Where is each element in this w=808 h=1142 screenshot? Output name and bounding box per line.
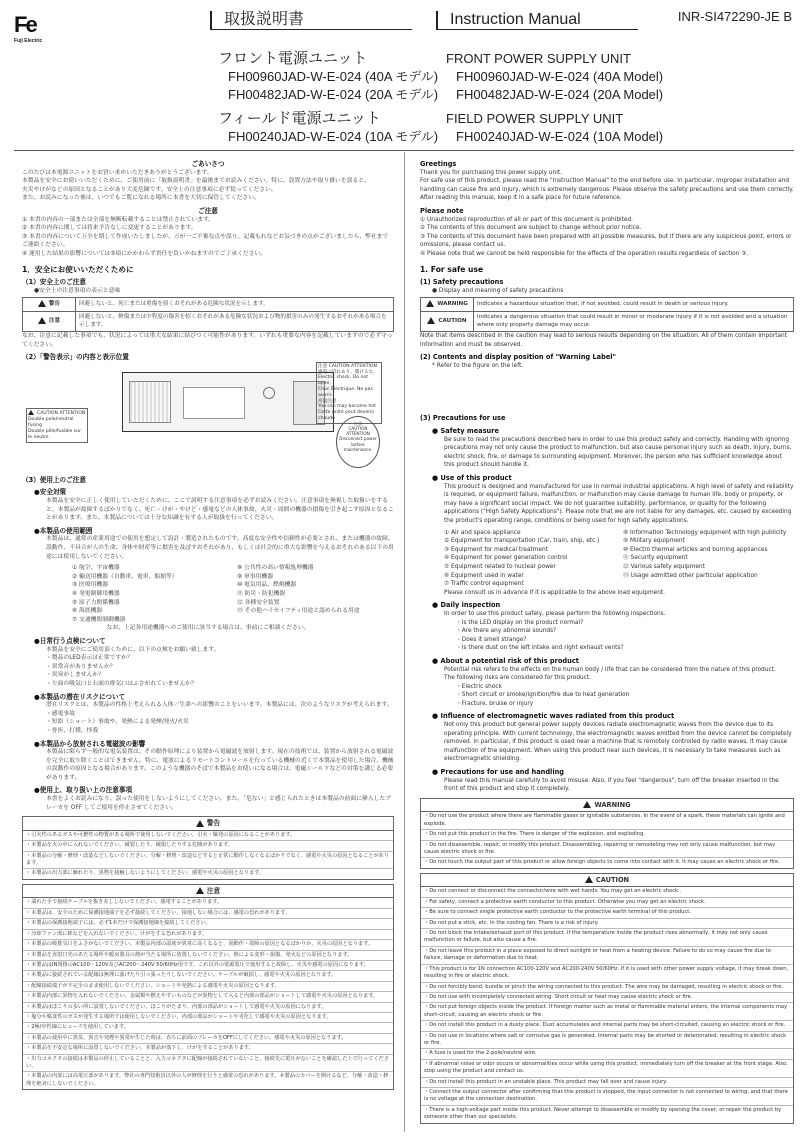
list-item: ⑦ 交通機関制御機器 — [72, 616, 126, 623]
left-label-callout — [26, 408, 88, 443]
caution-row: ・Do not install this product in an unstable place. This product may fall over and cause injury. — [421, 1078, 793, 1088]
jp-signal-table — [22, 297, 394, 332]
list-item: ⑪ 防災・防犯機器 — [237, 591, 286, 597]
jp-daily-line: ・異常音がありませんか？ — [46, 663, 116, 670]
jp-caution-box-title-text: 注意 — [206, 886, 221, 895]
jp-s1-1: （1）安全上のご注意 — [22, 278, 86, 287]
en-note-line: ④ Please note that we cannot be held responsible for the effects of the operation results regardless of section ③. — [420, 250, 749, 257]
en-greet-title: Greetings — [420, 160, 457, 168]
list-item: ③ 医療用機器 — [72, 582, 109, 589]
en-safety-p: Be sure to read the precautions described here in order to use this product safely and correctly. Handling with ignoring precautions may not only cause the product to malfunction, but also cause personal injury such as death, injury, burns, electric shock, fire, or damage to surrounding equipment. Moreover, the person who has sufficient knowledge about this product should handle it. — [444, 436, 792, 469]
list-item: ④ 発電制御用機器 — [72, 591, 120, 597]
jp-handle-p: 本書をよくお読みになり、誤った使用をしないようにしてください。また、「危ない」と感じられたときは本製品の前面に挿入したブレーカを OFF してご使用を停止させてください。 — [46, 796, 391, 811]
list-item: ⑧ 公共性の高い情報処理機器 — [237, 565, 314, 572]
en-caution-box-title — [421, 874, 793, 888]
en-title-box — [436, 11, 638, 30]
label-top-line: You can may become hot — [318, 404, 376, 410]
list-item: ⑬ その他ハイセイフティ用途と認められる用途 — [237, 608, 360, 615]
jp-s1-3: （3）使用上のご注意 — [22, 475, 86, 484]
en-column — [420, 156, 794, 1124]
jp-emc-p: 本製品に限らず一般的な電気装置は、その動作原理により装置から電磁波を放射します。現在の技術では、装置から放射される電磁波を完全に取り除くことはできません。特に、電波によるリモートコントロールを行っている機械の近くで本製品を使用した場合、機械の誤動作の原因となる場合があります。このような機器のそばで本製品をお使いになる場合は、電磁シールドなどの対策を講じる必要があります。 — [46, 749, 394, 781]
warning-triangle-icon — [196, 820, 204, 827]
warning-row: ・本製品の分解・修理・改造などしないでください。分解・修理・改造などすると正常に動作しなくなるばかりでなく、感電や火災の原因となることがあります。 — [23, 852, 393, 870]
bullet-icon: ● — [432, 601, 441, 610]
en-apps-note: Please consult us in advance if it is applicable to the above load equipment. — [444, 589, 665, 596]
jp-daily-line: ・左面の吸気口と右面の排気口はふさがれていませんか？ — [46, 680, 197, 687]
en-safety-h-text: Safety measure — [440, 427, 499, 436]
caution-key — [421, 311, 474, 331]
caution-word: 注意 — [48, 318, 61, 325]
list-item: ⑬ Usage admitted other particular application — [623, 572, 758, 579]
caution-row: ・2極/中性線にヒューズを使用しています。 — [23, 1023, 393, 1033]
list-item: ⑨ 軍事用機器 — [237, 573, 274, 580]
jp-column — [22, 156, 394, 1090]
caution-row: ・濡れた手で接続ケーブルを抜き差ししないでください。感電することがあります。 — [23, 898, 393, 908]
jp-caution-box-title — [23, 885, 393, 899]
caution-row: ・Be sure to connect single protective earth conductor to the protective earth terminal of this product. — [421, 908, 793, 918]
en-handle-h — [420, 768, 794, 777]
jp-safe-h: ●安全対策 — [34, 488, 67, 497]
caution-row: ・Do not block the intake/exhaust port of this product. If the temperature inside the product rises abnormally, it may not only cause malfunction or failure, but also cause a fire. — [421, 929, 793, 947]
jp-risk-h: ●本製品の潜在リスクについて — [34, 692, 126, 701]
fe-logo-mark-icon: Fe — [14, 12, 36, 37]
jp-front-group: フロント電源ユニット — [218, 50, 368, 67]
caution-row: ・本製品に接続されている配線は無理に曲げたり引っ張ったりしないでください。ケーブルが破損し、感電や火災の原因となります。 — [23, 971, 393, 981]
list-item: ② 輸送用機器（自動車、電車、船舶等） — [72, 573, 178, 580]
jp-greet-line: このたびは本電源ユニットをお買い求めいただきありがとうございます。 — [22, 169, 213, 176]
en-use-h — [420, 474, 794, 483]
warning-row: ・本製品を火の中に入れないでください。破裂したり、破損したりする危険があります。 — [23, 841, 393, 851]
column-divider — [404, 152, 405, 1132]
caution-row: ・本製品の吸排気口をふさがないでください。本製品内部の温度が異常に高くなると、誤動作・故障の原因となるばかりか、火災の原因となります。 — [23, 940, 393, 950]
caution-triangle-icon — [427, 317, 435, 324]
warning-triangle-icon — [583, 801, 591, 808]
en-handle-h-text: Precautions for use and handling — [440, 768, 564, 777]
jp-front-model-2: FH00482JAD-W-E-024 (20A モデル) — [228, 87, 439, 102]
warning-row: ・Do not disassemble, repair, or modify this product. Disassembling, repairing or remodeling may not only cause malfunction, but may cause electric shock or fire. — [421, 841, 793, 859]
jp-greet-line: 本製品を安全にお使いいただくために、ご使用前に「取扱説明書」を最後までお読みください。特に、設置方法や取り扱いを誤ると、 — [22, 178, 370, 185]
label-top-line: 高温注意 — [318, 398, 337, 404]
warning-desc: Indicates a hazardous situation that, if not avoided, could result in death or serious injury. — [474, 298, 794, 312]
en-title: Instruction Manual — [450, 11, 581, 28]
label-top-line: 感電の恐れあり、開けるな。 — [318, 369, 378, 375]
doc-code: INR-SI472290-JE B — [677, 9, 792, 24]
en-caution-box-title-text: CAUTION — [595, 875, 630, 884]
en-s1-1-lead: ● Display and meaning of safety precautions — [432, 287, 564, 294]
jp-s1-title: 1．安全にお使いいただくために — [22, 264, 134, 274]
bullet-icon: ● — [432, 768, 441, 777]
list-item: ⑫ 各種安全装置 — [237, 599, 280, 606]
jp-handle-h: ●使用上、取り扱い上の注意事項 — [34, 786, 133, 795]
jp-risk-line: ・感電事故 — [46, 710, 75, 717]
jp-use-p: 本製品は、通常の産業用途での使用を想定して設計・製造されたものです。高度な安全性や信頼性が必要とされ、または機器の故障、誤動作、不具合が人の生命、身体や財産等に損害を及ぼすおそれがあり、もしくは社会的に重大な影響を与えるおそれのある以下の用途には使用しないでください。 — [46, 536, 394, 560]
caution-desc: Indicates a dangerous situation that could result in minor or moderate injury if it is not avoided and a situation where only property damage may occur. — [474, 311, 794, 331]
en-front-model-1: FH00960JAD-W-E-024 (40A Model) — [456, 69, 664, 84]
en-front-model-2: FH00482JAD-W-E-024 (20A Model) — [456, 87, 664, 102]
en-warning-box-title — [421, 799, 793, 813]
jp-field-model-1: FH00240JAD-W-E-024 (10A モデル) — [228, 129, 439, 144]
warning-row: ・Do not use the product where there are flammable gases or ignitable substances. In the event of a spark, these materials can ignite and explode. — [421, 812, 793, 830]
jp-s1-1-lead: ●安全上の注意事項の表示と意味 — [34, 287, 121, 294]
caution-row: ・Do not leave this product in a place exposed to direct sunlight or heat from a heating device. Failure to do so may cause fire due to failure, damage or deformation due to heat. — [421, 947, 793, 965]
jp-apps-note: なお、上記各用途機器へのご使用に該当する場合は、事前にご相談ください。 — [106, 625, 310, 632]
caution-row: ・本製品の使用中に異臭、異音や発煙や異常が生じた時は、直ちに前面のブレーカをOFFにしてください。感電や火災の原因となります。 — [23, 1034, 393, 1044]
jp-apps-list — [22, 564, 394, 624]
jp-products — [218, 50, 448, 146]
en-daily-line: ・Are there any abnormal sounds? — [456, 628, 557, 635]
jp-greet-line: また、お読みになった後は、いつでもご覧になれる場所に本書を大切に保管してください。 — [22, 195, 260, 202]
header-divider — [14, 150, 794, 151]
warning-key — [421, 298, 474, 312]
label-top-line: 注意 CAUTION ATTENTION — [318, 363, 377, 369]
bullet-icon: ● — [432, 656, 441, 665]
list-item: ⑩ Electro thermal articles and burning appliances — [623, 546, 768, 553]
bullet-icon: ● — [432, 474, 441, 483]
en-risk-h-text: About a potential risk of this product — [440, 656, 579, 665]
en-s1-2: (2) Contents and display position of "Warning Label" — [420, 353, 616, 362]
en-greet-line: Thank you for purchasing this power supply unit. — [420, 169, 562, 176]
warning-triangle-icon — [38, 300, 46, 307]
en-daily-h-text: Daily inspection — [440, 601, 501, 610]
list-item: ④ Equipment for power generation control — [444, 555, 568, 562]
en-use-h-text: Use of this product — [440, 474, 512, 483]
table-row — [23, 311, 394, 331]
list-item: ⑤ Equipment related to nuclear power — [444, 563, 556, 570]
caution-triangle-icon — [585, 876, 593, 883]
warning-row: ・本製品の出力部に触れたり、異物を接触しないようにしてください。感電や火災の原因となります。 — [26, 870, 265, 877]
jp-note-title: ご注意 — [198, 206, 218, 215]
power-supply-unit-drawing — [122, 372, 334, 432]
warning-word: 警告 — [48, 301, 61, 308]
jp-field-group: フィールド電源ユニット — [218, 110, 381, 127]
warning-key — [23, 298, 76, 312]
en-note-line: ③ The contents of this document have been prepared with all possible measures, but if there are any suspicious point, errors or omissions, please contact us. — [420, 233, 792, 249]
label-top-line: Cette unité peut devenir chaude — [318, 410, 375, 422]
jp-daily-line: ・製品のLED表示は正常ですか？ — [46, 655, 133, 662]
en-daily-line: ・Is the LED display on the product normal? — [456, 619, 584, 626]
caution-row: ・配線接続端子が不完全のまま使用しないでください。ショートや発熱による感電や火災の原因となります。 — [23, 982, 393, 992]
list-item: ⑥ Equipment used in water — [444, 572, 524, 579]
caution-row: ・Do not forcibly bend, bundle or pinch the wiring connected to this product. The wire may be damaged, resulting in electric shock or fire. — [421, 983, 793, 993]
warning-word: WARNING — [437, 301, 468, 308]
bullet-icon: ● — [432, 712, 441, 721]
jp-s1-2: （2）「警告表示」の内容と表示位置 — [22, 353, 129, 362]
en-greet-line: handling can cause fire and injury, which is extremely dangerous. Please observe the safety precautions and use them correctly. — [420, 186, 794, 193]
list-item: ② Equipment for transportation (Car, train, ship, etc.) — [444, 538, 600, 545]
list-item: ① 航空、宇宙機器 — [72, 565, 120, 572]
top-label-callout — [316, 362, 382, 424]
caution-triangle-icon — [38, 317, 46, 324]
list-item: ③ Equipment for medical treatment — [444, 546, 548, 553]
jp-daily-line: ・異臭がしませんか？ — [46, 672, 104, 679]
list-item: ⑧ Information Technology equipment with high publicity — [623, 529, 787, 536]
en-s1-3: (3) Precautions for use — [420, 414, 506, 423]
en-risk-h — [420, 657, 794, 666]
caution-row: ・本製品はほこりの多い所に設置しないでください。ほこりがたまり、内部の部品がショートして感電や火災の原因になります。 — [23, 1003, 393, 1013]
table-row — [421, 311, 794, 331]
caution-row: ・本製品を直射日光のあたる場所や暖房器具の熱が当たる場所に放置しないでください。熱による変形・損傷、発火などの原因となります。 — [23, 951, 393, 961]
en-risk-line: The following risks are considered for this product. — [444, 675, 591, 682]
caution-row: ・A fuse is used for the 2-pole/neutral wire. — [421, 1049, 793, 1059]
jp-note-line: ④ 運用した結果の影響については③項にかかわらず責任を負いかねますのでご了承ください。 — [22, 250, 266, 257]
caution-row: ・本製品はIN規格のAC100〜120V及びAC200〜240V 50/60Hz用です。これ以外の電源電圧で使用すると故障し、火災や感電の原因になります。 — [23, 961, 393, 971]
en-greet-line: For safe use of this product, please read the "Instruction Manual" to the end before use. In particular, improper installation and — [420, 178, 790, 185]
list-item: ⑥ 海底機器 — [72, 608, 103, 615]
bullet-icon: ● — [432, 427, 441, 436]
label-top-line: Choc Électrique. Ne pas ouvrir. — [318, 387, 373, 398]
label-right-line: 注意 — [353, 420, 363, 426]
en-caution-box — [420, 873, 794, 1124]
en-use-p: This product is designed and manufactured for use in normal industrial applications. A high level of safety and reliability is required, or equipment failure, malfunction, or malfunction may cause damage to human life, body or property, or may have a significant social impact. We do not guarantee suitability, performance, or quality for the following applications ("High Safety Applications"). Please note that we are not liable for any damages, etc. caused by exceeding the product's operating range, conditions or being used for high safety applications. — [444, 483, 794, 524]
en-emc-h-text: Influence of electromagnetic waves radiated from this product — [440, 712, 675, 721]
jp-daily-line: 本製品を安全にご使用頂くために、以下の点検をお願い致します。 — [46, 646, 220, 653]
label-top-line: Electric shock. Do not open. — [318, 375, 369, 387]
jp-front-model-1: FH00960JAD-W-E-024 (40A モデル) — [228, 69, 439, 84]
en-safety-h — [420, 427, 794, 436]
jp-greet-line: 火災やけがなどの原因となることがあり大変危険です。安全上の注意事項に必ず従ってください。 — [22, 186, 277, 193]
caution-row: ・塩分や腐食性のガスが発生する場所では使用しないでください。内部の部品がショートや劣化して感電や火災の原因となります。 — [23, 1013, 393, 1023]
en-risk-line: ・Electric shock — [456, 683, 502, 690]
right-label-callout — [336, 416, 380, 468]
caution-row: ・Do not use in locations where salt or corrosive gas is generated. Internal parts may be shorted or deteriorated, resulting in electric shock or fire. — [421, 1032, 793, 1050]
en-greet-line: After reading this manual, keep it in a safe place for future reference. — [420, 195, 622, 202]
label-right-line: ATTENTION — [346, 431, 370, 437]
caution-row: ・本製品は、安全のために保護接地端子を必ず接続してください。接地しない場合には、感電の恐れがあります。 — [23, 909, 393, 919]
logo-text: Fuji Electric — [14, 38, 43, 44]
jp-risk-line: 潜在リスクとは、本製品の性格上考えられる人体／生命への影響のことをいいます。本製品には、次のようなリスクが考えられます。 — [46, 702, 393, 709]
table-row — [421, 298, 794, 312]
label-right-line: CAUTION — [348, 426, 368, 432]
en-field-model-1: FH00240JAD-W-E-024 (10A Model) — [456, 129, 664, 144]
jp-safe-p: 本製品を安全に正しく使用していただくために、ここで説明する注意事項を必ずお読みください。注意事項を無視した取扱いをすると、本製品が故障するばかりでなく、死亡・けが・やけど・感電などの人体事故、火災・周囲の機器の損傷を引き起こす原因となることがあります。また、本製品については十分な知識を有する人が取扱を行ってください。 — [46, 498, 394, 522]
jp-note-line: ① 本書の内容の一部または全部を無断転載することは禁止されています。 — [22, 216, 215, 223]
fuji-electric-logo — [14, 12, 46, 42]
caution-word: CAUTION — [438, 318, 467, 325]
en-s1-2-note: * Refer to the figure on the left. — [432, 362, 524, 369]
en-tbl-note: Note that items described in the caution may lead to serious results depending on the situation. All of them contain important information and must be observed. — [420, 333, 787, 348]
en-daily-line: ・Does it smell strange? — [456, 636, 527, 643]
en-emc-h — [420, 712, 794, 721]
vent-grille — [129, 381, 171, 423]
jp-note-line: ② 本書の内容に関しては将来予告なしに変更することがあります。 — [22, 225, 197, 232]
warning-row: ・Do not touch the output part of this product or allow foreign objects to come into contact with it. It may cause an electric shock or fire. — [424, 859, 780, 866]
caution-row: ・冷却ファン部に棒などを入れないでください。けがをする恐れがあります。 — [23, 930, 393, 940]
jp-warning-box-title-text: 警告 — [206, 819, 221, 828]
jp-risk-line: ・骨折、打撲、怪我 — [46, 727, 99, 734]
caution-triangle-icon — [196, 887, 204, 894]
jp-risk-line: ・短絡（ショート）事故や、発熱による発煙/発火/火災 — [46, 719, 189, 726]
en-note-title: Please note — [420, 206, 464, 215]
en-daily-line: In order to use this product safely, please perform the following inspections. — [444, 610, 666, 617]
caution-row: ・Do not use with incompletely connected wiring. Short circuit or heat may cause electric shock or fire. — [421, 993, 793, 1003]
caution-triangle-icon — [28, 410, 34, 415]
list-item: ⑫ Various safety equipment — [623, 563, 705, 570]
en-s1-1: (1) Safety precautions — [420, 278, 504, 287]
led-icon — [263, 387, 275, 399]
caution-row: ・This product is for 1N connection AC100-120V and AC200-240V 50/60Hz. If it is used with other power supply voltage, it may break down, resulting in fire or electric shock. — [421, 965, 793, 983]
en-warning-box — [420, 798, 794, 869]
warning-row: ・Do not put this product in the fire. There is danger of the explosion, and exploding. — [421, 830, 793, 840]
en-front-group: FRONT POWER SUPPLY UNIT — [446, 51, 631, 66]
label-left-line: CAUTION ATTENTION — [37, 410, 86, 416]
spacer — [420, 370, 794, 410]
en-emc-p: Not only this product but general power supply devices radiate electromagnetic waves from the device due to its operating principle. With current technology, the electromagnetic waves emitted from the device cannot be completely removed. In particular, if this product is used near a machine that is remotely controlled by radio waves, it may cause malfunction of the equipment. When using this product near such devices, it is necessary to take measures such as electromagnetic shielding. — [444, 722, 792, 763]
list-item: ⑤ 原子力関係機器 — [72, 599, 120, 606]
label-left-line: Double pole/neutral fusing — [28, 416, 74, 428]
list-item: ⑩ 電気用品、燃焼機器 — [237, 582, 297, 589]
en-daily-h — [420, 601, 794, 610]
caution-row: ・本製品内部に異物を入れないでください。金属類や燃えやすいものなどが異物として入ると内部の部品がショートして感電や火災の原因となります。 — [23, 992, 393, 1002]
warning-triangle-icon — [426, 300, 434, 307]
en-warning-box-title-text: WARNING — [594, 800, 631, 809]
caution-row: ・出力コネクタの接続は本製品の停止していることと、入力コネクタに配線が接続されていないこと、接続先に電圧がないことを確認した上で行ってください。 — [23, 1055, 393, 1073]
caution-desc: 回避しないと、軽傷または中程度の傷害を招くおそれがある危険な状況および物的損害のみの発生するおそれがある場合を示します。 — [76, 311, 394, 331]
jp-title: 取扱説明書 — [224, 11, 305, 28]
jp-greet-title: ごあいさつ — [191, 160, 225, 168]
jp-daily-h: ●日常行う点検について — [34, 636, 106, 645]
en-risk-line: Potential risk refers to the effects on the human body / life that can be considered from the nature of this product. — [444, 666, 776, 673]
list-item: ⑪ Security equipment — [623, 555, 688, 562]
jp-warning-box-title — [23, 817, 393, 831]
front-panel — [183, 387, 245, 419]
label-left-line: Double pôle/fusible sur le neutre — [28, 428, 81, 440]
jp-use-h: ●本製品の使用範囲 — [34, 526, 93, 535]
caution-row: ・Do not connect or disconnect the connector/wire with wet hands. You may get an electric shock . — [421, 887, 793, 897]
caution-row: ・Do not put foreign objects inside the product. If foreign matter such as metal or flammable material enters, the internal components may short-circuit, causing an electric shock or fire. — [421, 1003, 793, 1021]
caution-row: ・本製品の保護接地端子には、必ず1本だけで保護接地線を接続してください。 — [23, 919, 393, 929]
en-daily-line: ・Is there dust on the left intake and right exhaust vents? — [456, 645, 624, 652]
label-right-line: Disconnect power before maintenance. — [339, 436, 377, 452]
caution-row: ・本製品の内部には高電圧部があります。弊社の専門技術員以外の人が修理を行うと感電の恐れがあります。本製品のカバーを開けるなど、分解・改造・修理を絶対にしないでください。 — [26, 1073, 389, 1087]
jp-note-line: ③ 本書の内容について万全を期して作成いたしましたが、万が一ご不審な点や誤り、記載もれなどお気づきの点がございましたら、弊社までご連絡ください。 — [22, 233, 389, 249]
caution-row: ・本製品を不安定な場所に設置しないでください。本製品が落下し、けがをすることがあります。 — [23, 1044, 393, 1054]
en-risk-line: ・Fracture, bruise or injury — [456, 700, 534, 707]
jp-caution-box — [22, 884, 394, 1090]
en-note-line: ① Unauthorized reproduction of all or part of this document is prohibited. — [420, 216, 633, 223]
table-row — [23, 298, 394, 312]
caution-row: ・Do not install this product in a dusty place. Dust accumulates and internal parts may be short-circuited, causing an electric shock or fire. — [421, 1021, 793, 1031]
jp-warning-box — [22, 816, 394, 880]
en-note-line: ② The contents of this document are subject to change without prior notice. — [420, 225, 642, 232]
list-item: ⑦ Traffic control equipment — [444, 581, 524, 588]
caution-row: ・Do not put a stick, etc. in the cooling fan. There is a risk of injury. — [421, 919, 793, 929]
caution-row: ・Connect the output connector after confirming that this product is stopped, the input connector is not connected to wiring, and that there is no voltage at the connection destination. — [421, 1088, 793, 1106]
en-products — [446, 50, 706, 146]
warning-label-figure — [22, 362, 394, 472]
en-signal-table — [420, 297, 794, 332]
warning-desc: 回避しないと、死亡または重傷を招くおそれがある危険な状況を示します。 — [76, 298, 394, 312]
en-handle-p: Please read this manual carefully to avoid misuse. Also, if you feel "dangerous", turn off the breaker inserted in the front of this product and stop it completely. — [444, 777, 779, 793]
en-s1-title: 1. For safe use — [420, 264, 484, 274]
list-item: ① Air and space appliance — [444, 529, 521, 536]
en-apps-list — [420, 529, 794, 589]
warning-row: ・引火性のあるガスや可燃性の物質がある場所で使用しないでください。引火・爆発の原因になることがあります。 — [23, 831, 393, 841]
caution-row: ・There is a high-voltage part inside this product. Never attempt to disassemble or modify by opening the cover, or repair the product by someone other than our specialists. — [424, 1106, 782, 1121]
list-item: ⑨ Military equipment — [623, 538, 685, 545]
jp-tbl-note: なお、注意に記載した事項でも、状況によっては重大な結果に結びつく可能性があります。いずれも重要な内容を記載していますので必ず守ってください。 — [22, 333, 393, 348]
jp-emc-h: ●本製品から放射される電磁波の影響 — [34, 739, 146, 748]
caution-key — [23, 311, 76, 331]
jp-title-box — [210, 11, 412, 30]
caution-row: ・For safety, connect a protective earth conductor to this product. Otherwise you may get an electric shock. — [421, 898, 793, 908]
en-field-group: FIELD POWER SUPPLY UNIT — [446, 111, 624, 126]
en-risk-line: ・Short circuit or smoke/ignition/fire due to heat generation — [456, 692, 630, 699]
caution-row: ・If abnormal noise or odor occurs or abnormalities occur while using this product, immediately turn off the breaker at the front stage. Also, stop using the product and contact us. — [421, 1060, 793, 1078]
